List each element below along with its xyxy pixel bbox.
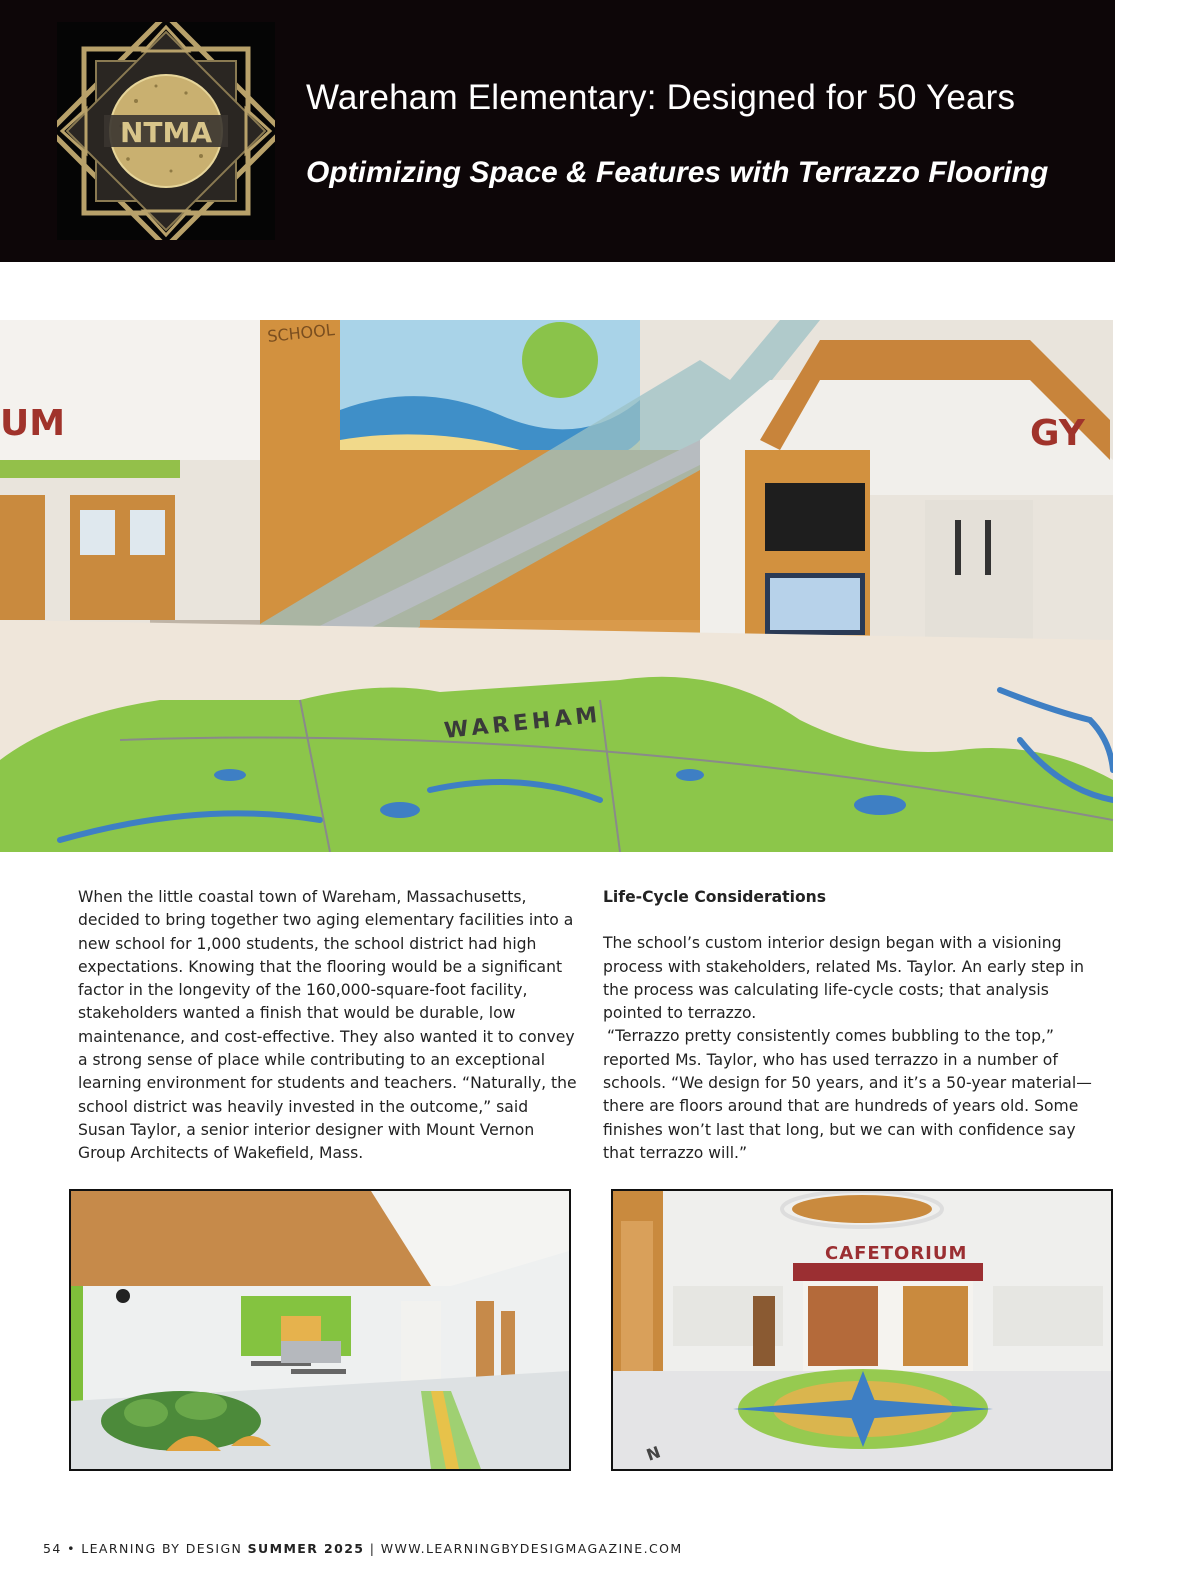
svg-text:GY: GY xyxy=(1030,413,1085,454)
ntma-logo-icon xyxy=(57,22,275,240)
footer-separator: | xyxy=(369,1541,376,1556)
section-heading-life-cycle: Life-Cycle Considerations xyxy=(603,888,827,906)
hero-photo-lobby xyxy=(0,320,1113,852)
article-title: Wareham Elementary: Designed for 50 Years xyxy=(306,78,1016,117)
article-paragraph-quote: “Terrazzo pretty consistently comes bubbling to the top,” reported Ms. Taylor, who has used terrazzo in a number of schools. “We design for 50 years, and it’s a 50-year material—there are floors around that are hundreds of years old. Some finishes won’t last that long, but we can with confidence say that terrazzo will.” xyxy=(603,1027,1092,1162)
svg-text:N: N xyxy=(643,1442,663,1465)
ntma-logo xyxy=(57,22,275,240)
footer-bullet: • xyxy=(67,1541,76,1556)
svg-text:UM: UM xyxy=(0,403,66,444)
svg-text:SCHOOL: SCHOOL xyxy=(266,320,336,346)
photo-hallway-learning-commons xyxy=(69,1189,571,1471)
article-left-column xyxy=(78,886,578,1166)
article-right-column xyxy=(603,886,1103,1165)
svg-text:WAREHAM: WAREHAM xyxy=(443,702,603,744)
issue-label: SUMMER 2025 xyxy=(247,1541,365,1556)
article-paragraph-intro: When the little coastal town of Wareham, Massachusetts, decided to bring together two aging elementary facilities into a new school for 1,000 students, the school district had high expectations. Knowing that the flooring would be a significant factor in the longevity of the 160,000-square-foot facility, stakeholders wanted a finish that would be durable, low maintenance, and cost-effective. They also wanted it to convey a strong sense of place while contributing to an exceptional learning environment for students and teachers. “Naturally, the school district was heavily invested in the outcome,” said Susan Taylor, a senior interior designer with Mount Vernon Group Architects of Wakefield, Mass. xyxy=(78,888,577,1163)
magazine-url: WWW.LEARNINGBYDESIGMAGAZINE.COM xyxy=(380,1541,683,1556)
article-paragraph-visioning: The school’s custom interior design began with a visioning process with stakeholders, related Ms. Taylor. An early step in the process was calculating life-cycle costs; that analysis pointed to terrazzo. xyxy=(603,934,1085,1023)
publication-name: LEARNING BY DESIGN xyxy=(81,1541,243,1556)
photo-cafetorium-entrance xyxy=(611,1189,1113,1471)
article-subtitle: Optimizing Space & Features with Terrazzo Flooring xyxy=(306,156,1049,189)
page-footer xyxy=(43,1541,683,1556)
article-header xyxy=(0,0,1115,262)
svg-text:NTMA: NTMA xyxy=(119,116,213,149)
svg-text:CAFETORIUM: CAFETORIUM xyxy=(825,1243,968,1264)
page-number: 54 xyxy=(43,1541,62,1556)
